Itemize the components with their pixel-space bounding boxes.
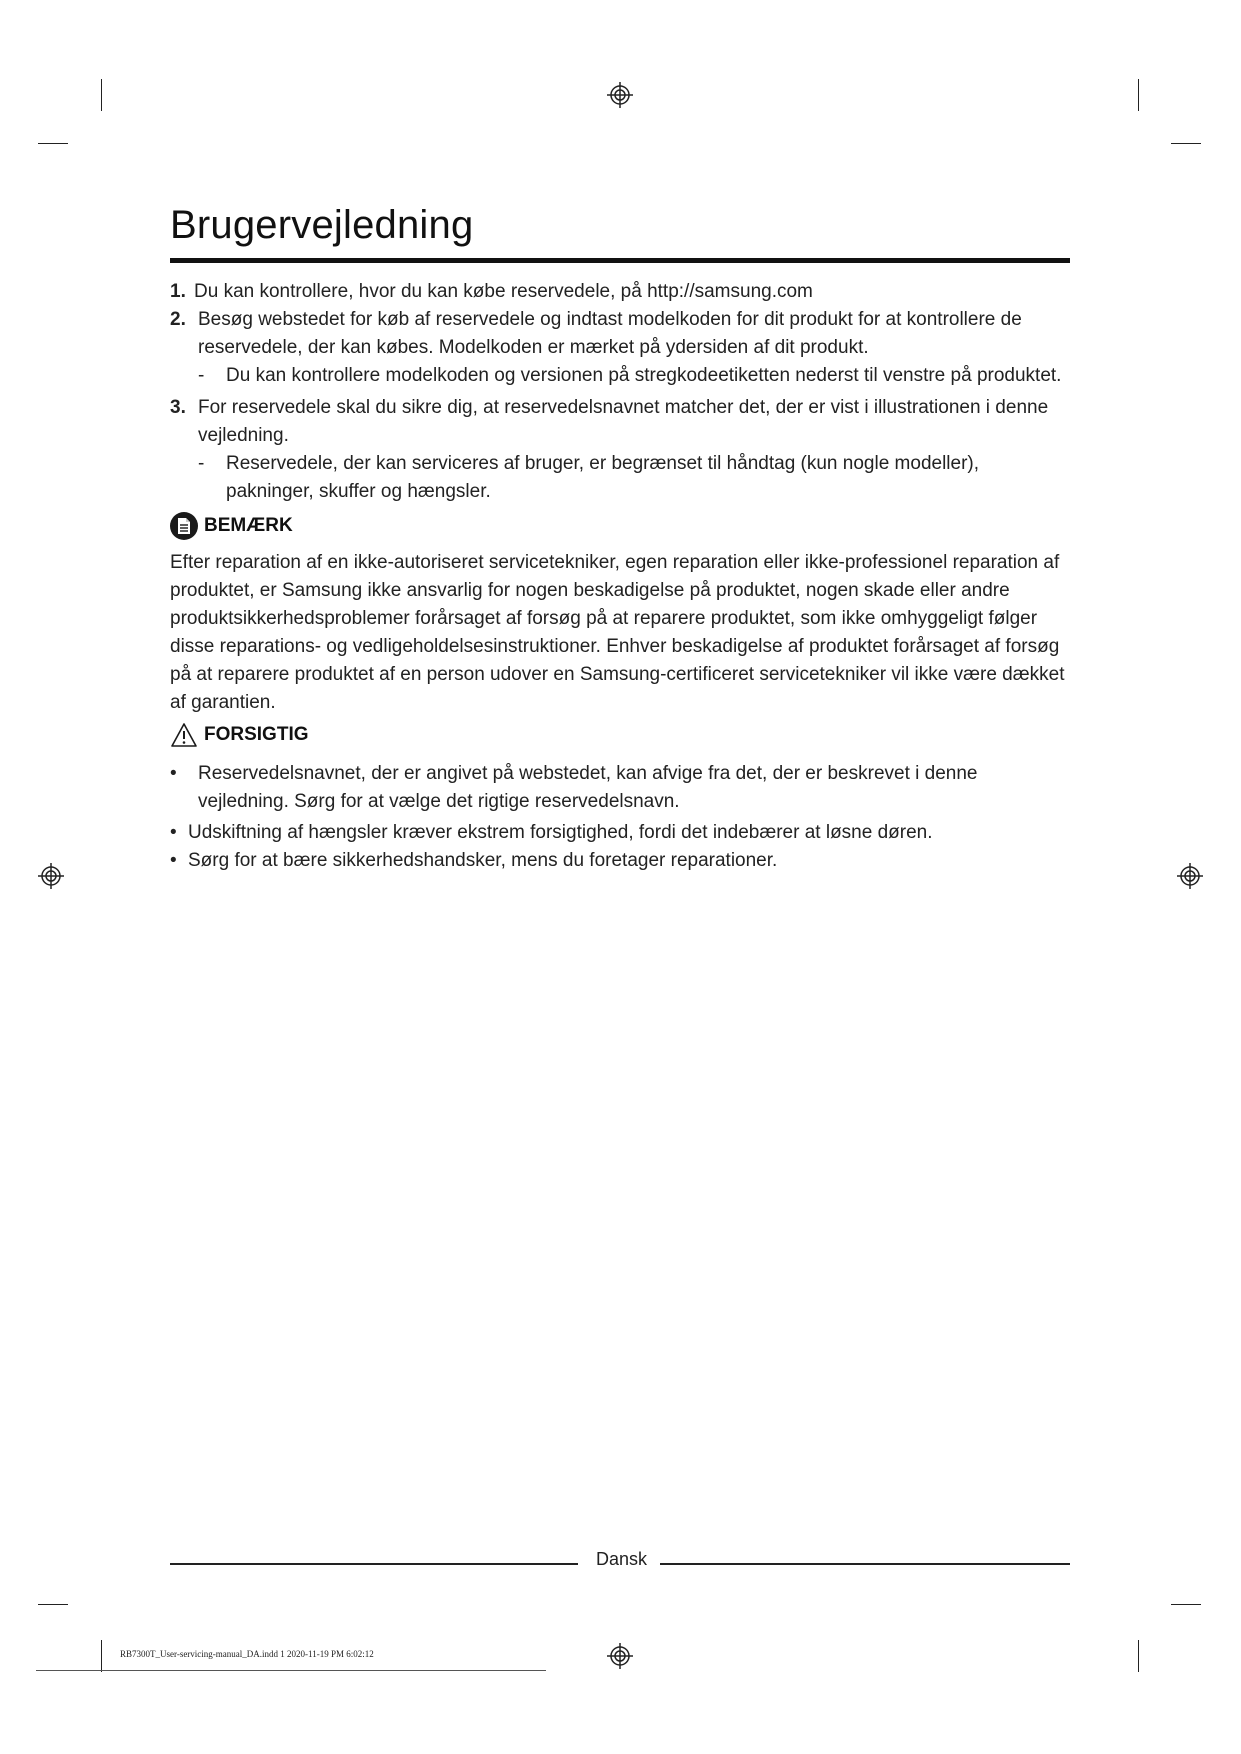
list-item [170,847,1070,875]
note-heading [170,512,293,540]
bullet-icon: • [170,763,177,784]
registration-mark-icon [38,863,64,889]
note-heading-label: BEMÆRK [204,515,293,536]
crop-mark-bottom-right-horizontal [1171,1604,1201,1605]
bullet-icon: • [170,850,177,871]
page-title: Brugervejledning [170,203,474,247]
caution-heading-label: FORSIGTIG [204,724,309,745]
crop-mark-bottom-left-horizontal [38,1604,68,1605]
sub-item-dash: - [198,365,205,386]
bullet-text: Udskiftning af hængsler kræver ekstrem forsigtighed, fordi det indebærer at løsne døren. [188,822,933,843]
list-item [170,760,1070,816]
note-paragraph: Efter reparation af en ikke-autoriseret servicetekniker, egen reparation eller ikke-professionel reparation af produktet, er Samsung ikke ansvarlig for nogen beskadigelse på produktet, nogen skade eller andre produktsikkerhedsproblemer forårsaget af forsøg på at reparere produktet, som ikke omhyggeligt følger disse reparations- og vedligeholdelsesinstruktioner. Enhver beskadigelse af produktet forårsaget af forsøg på at reparere produktet af en person udover en Samsung-certificeret servicetekniker vil ikke være dækket af garantien. [170,552,1065,713]
note-icon [170,512,198,540]
title-rule [170,258,1070,263]
caution-heading [170,722,309,748]
sub-item-text: Reservedele, der kan serviceres af bruger, er begrænset til håndtag (kun nogle modeller), pakninger, skuffer og hængsler. [226,453,980,502]
print-slug: RB7300T_User-servicing-manual_DA.indd 1 2020-11-19 PM 6:02:12 [120,1649,374,1659]
registration-mark-icon [607,82,633,108]
warning-triangle-icon [170,722,198,748]
bullet-text: Reservedelsnavnet, der er angivet på webstedet, kan afvige fra det, der er beskrevet i denne vejledning. Sørg for at vælge det rigtige reservedelsnavn. [198,763,978,812]
bullet-icon: • [170,822,177,843]
item-number: 1. [170,281,186,302]
list-item [170,306,1070,390]
crop-mark-top-left-horizontal [38,143,68,144]
item-text: Besøg webstedet for køb af reservedele og indtast modelkoden for dit produkt for at kontrollere de reservedele, der kan købes. Modelkoden er mærket på ydersiden af dit produkt. [198,309,1022,358]
item-number: 2. [170,309,186,330]
crop-mark-bottom-left-vertical [101,1640,102,1672]
registration-mark-icon [607,1643,633,1669]
footer-rule-left [170,1563,578,1565]
slug-rule [36,1670,546,1671]
item-text: For reservedele skal du sikre dig, at reservedelsnavnet matcher det, der er vist i illustrationen i denne vejledning. [198,397,1049,446]
sub-item-text: Du kan kontrollere modelkoden og versionen på stregkodeetiketten nederst til venstre på produktet. [226,365,1062,386]
registration-mark-icon [1177,863,1203,889]
list-item [170,394,1070,506]
sub-item-dash: - [198,453,205,474]
crop-mark-top-left-vertical [101,79,102,111]
item-text: Du kan kontrollere, hvor du kan købe reservedele, på http://samsung.com [194,281,813,302]
bullet-text: Sørg for at bære sikkerhedshandsker, mens du foretager reparationer. [188,850,778,871]
footer-rule-right [660,1563,1070,1565]
crop-mark-top-right-vertical [1138,79,1139,111]
item-number: 3. [170,397,186,418]
footer-language: Dansk [596,1549,648,1569]
crop-mark-bottom-right-vertical [1138,1640,1139,1672]
crop-mark-top-right-horizontal [1171,143,1201,144]
list-item [170,819,1070,847]
list-item [170,278,1070,306]
